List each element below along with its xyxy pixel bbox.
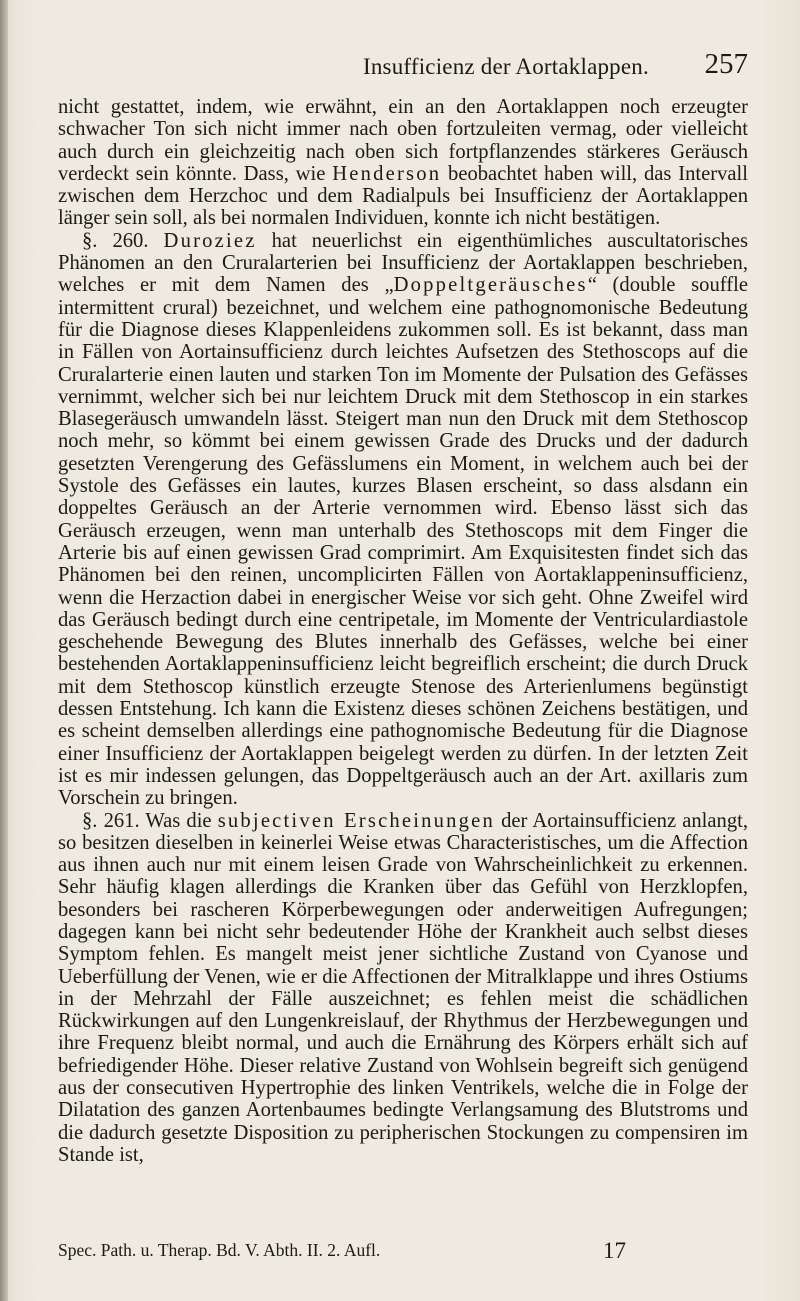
body-text xyxy=(58,96,748,1166)
page-footer xyxy=(58,1240,748,1266)
text-run: nicht gestattet, indem, wie erwähnt, ein an den Aortaklappen noch erzeugter schwacher Ton sich nicht immer nach oben fortzuleiten vermag, oder vielleicht auch durch ein gleichzeitig nach oben sich fortpflanzendes stärkeres Geräusch verdeckt sein könnte. Dass, wie xyxy=(58,96,748,185)
text-run: beobachtet haben will, das Intervall zwischen dem Herzchoc und dem Radialpuls bei Insufficienz der Aortaklappen länger sein soll, als bei normalen Individuen, konnte ich nicht bestätigen. xyxy=(58,162,748,230)
emphasized-name-duroziez: Duroziez xyxy=(163,229,257,252)
text-run: der Aortainsufficienz anlangt, so besitzen dieselben in keinerlei Weise etwas Characteristisches, um die Affection aus ihnen auch nur mit einem leisen Grade von Wahrscheinlichkeit zu erkennen. Sehr häufig klagen allerdings die Kranken über das Gefühl von Herzklopfen, besonders bei rascheren Körperbewegungen oder anderweitigen Aufregungen; dagegen kann bei nicht sehr bedeutender Höhe der Krankheit auch selbst dieses Symptom fehlen. Es mangelt meist jener sichtliche Zustand von Cyanose und Ueberfüllung der Venen, wie er die Affectionen der Mitralklappe und ihres Ostiums in der Mehrzahl der Fälle auszeichnet; es fehlen meist die schädlichen Rückwirkungen auf den Lungenkreislauf, der Rhythmus der Herzbewegungen und ihre Frequenz bleibt normal, und auch die Ernährung des Körpers erhält sich auf befriedigender Höhe. Dieser relative Zustand von Wohlsein begreift sich genügend aus der consecutiven Hypertrophie des linken Ventrikels, welche die in Folge der Dilatation des ganzen Aortenbaumes bedingte Verlangsamung des Blutstroms und die dadurch gesetzte Disposition zu peripherischen Stockungen zu compensiren im Stande ist, xyxy=(58,809,749,1166)
sheet-number: 17 xyxy=(603,1238,626,1263)
text-run: hat neuerlichst ein eigenthümliches auscultatorisches Phänomen an den Cruralarterien bei Insufficienz der Aortaklappen beschrieben, welches er mit dem Namen des „ xyxy=(58,229,749,297)
page-number: 257 xyxy=(704,48,748,80)
page-header xyxy=(58,50,748,86)
emphasized-term-doppeltgeraeusch: Doppeltgeräusches xyxy=(393,274,588,297)
printer-signature: Spec. Path. u. Therap. Bd. V. Abth. II. 2. Aufl. xyxy=(58,1240,381,1260)
paragraph-continuation xyxy=(58,96,748,230)
text-run: “ (double souffle intermittent crural) bezeichnet, und welchem eine pathognomonische Bedeutung für die Diagnose dieses Klappenleidens zukommen soll. Es ist bekannt, dass man in Fällen von Aortainsufficienz durch leichtes Aufsetzen des Stethoscops auf die Cruralarterie einen lauten und starken Ton im Momente der Pulsation des Gefässes vernimmt, welcher sich bei nur leichtem Druck mit dem Stethoscop in ein starkes Blasegeräusch umwandeln lässt. Steigert man nun den Druck mit dem Stethoscop noch mehr, so kömmt bei einem gewissen Grade des Drucks und der dadurch gesetzten Verengerung des Gefässlumens ein Moment, in welchem auch bei der Systole des Gefässes ein lautes, kurzes Blasen erscheint, so dass alsdann ein doppeltes Geräusch an der Arterie vernommen wird. Ebenso lässt sich das Geräusch erzeugen, wenn man unterhalb des Stethoscops mit dem Finger die Arterie bis auf einen gewissen Grad comprimirt. Am Exquisitesten findet sich das Phänomen bei den reinen, uncomplicirten Fällen von Aortaklappeninsufficienz, wenn die Herzaction dabei in energischer Weise vor sich geht. Ohne Zweifel wird das Geräusch bedingt durch eine centripetale, im Momente der Ventriculardiastole geschehende Bewegung des Blutes innerhalb des Gefässes, welche bei einer bestehenden Aortaklappeninsufficienz leicht begreiflich erscheint; die durch Druck mit dem Stethoscop künstlich erzeugte Stenose des Arterienlumens begünstigt dessen Entstehung. Ich kann die Existenz dieses schönen Zeichens bestätigen, und es scheint demselben allerdings eine pathognomische Bedeutung für die Diagnose einer Insufficienz der Aortaklappen beigelegt werden zu dürfen. In der letzten Zeit ist es mir indessen gelungen, das Doppeltgeräusch auch an der Art. axillaris zum Vorschein zu bringen. xyxy=(58,274,748,810)
running-title: Insufficienz der Aortaklappen. xyxy=(363,54,649,79)
page-spine-edge xyxy=(0,0,8,1301)
text-run: §. 260. xyxy=(82,229,164,252)
paragraph-section-261 xyxy=(58,810,748,1167)
emphasized-name-henderson: Henderson xyxy=(332,162,442,185)
emphasized-term-subjective-symptoms: subjectiven Erscheinungen xyxy=(217,809,495,832)
text-run: §. 261. Was die xyxy=(82,809,218,832)
paragraph-section-260 xyxy=(58,230,748,810)
